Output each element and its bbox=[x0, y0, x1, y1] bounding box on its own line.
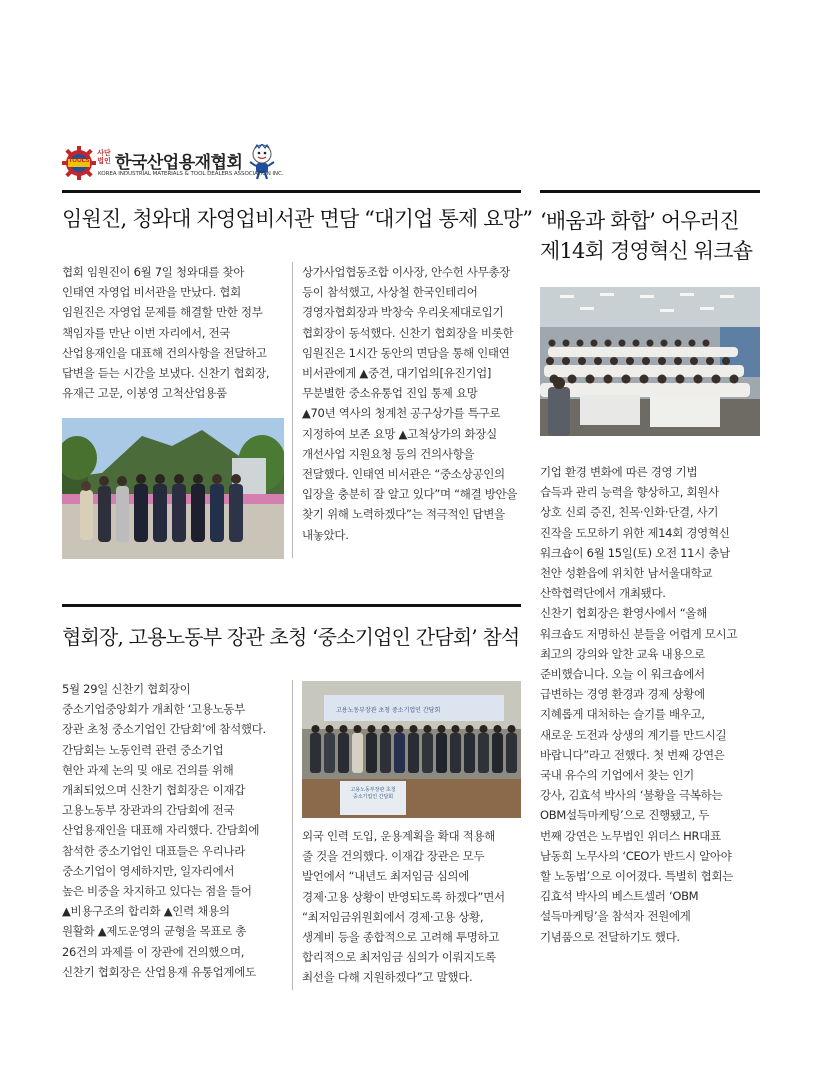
article3-top-rule bbox=[540, 190, 760, 193]
text-line: 설득마케팅’을 참석자 전원에게 bbox=[540, 909, 691, 924]
article3-headline-line2: 제14회 경영혁신 워크숍 bbox=[540, 239, 753, 263]
logo-badge-text: TOOLS bbox=[68, 158, 90, 164]
text-line: 참석한 중소기업인 대표들은 우리나라 bbox=[62, 843, 246, 858]
article1-top-rule bbox=[62, 190, 521, 193]
text-line: 진작을 도모하기 위한 제14회 경영혁신 bbox=[540, 525, 730, 540]
text-line: 책임자를 만난 이번 자리에서, 전국 bbox=[62, 325, 231, 340]
text-line: 산학협력단에서 개최됐다. bbox=[540, 586, 666, 601]
text-line: 산업용재인을 대표해 자리했다. 간담회에 bbox=[62, 823, 260, 838]
text-line: 경제·고용 상황이 반영되도록 하겠다”면서 bbox=[302, 889, 505, 904]
text-line: 준비했습니다. 오늘 이 워크숍에서 bbox=[540, 667, 705, 682]
text-line: 강사, 김효석 박사의 ‘불황을 극복하는 bbox=[540, 788, 723, 803]
text-line: 천안 성환읍에 위치한 남서울대학교 bbox=[540, 566, 713, 581]
text-line: 내놓았다. bbox=[302, 527, 349, 542]
text-line: 할 노동법’으로 이어졌다. 특별히 협회는 bbox=[540, 869, 734, 884]
text-line: 유재근 고문, 이봉영 고척산업용품 bbox=[62, 386, 227, 401]
text-line: 인태연 자영업 비서관을 만났다. 협회 bbox=[62, 285, 241, 300]
text-line: “최저임금위원회에서 경제·고용 상황, bbox=[302, 909, 484, 924]
text-line: 습득과 관리 능력을 향상하고, 회원사 bbox=[540, 485, 719, 500]
text-line: 합리적으로 최저임금 심의가 이뤄지도록 bbox=[302, 950, 496, 965]
text-line: 지정하여 보존 요망 ▲고척상가의 화장실 bbox=[302, 426, 497, 441]
text-line: 기념품으로 전달하기도 했다. bbox=[540, 929, 680, 944]
text-line: OBM설득마케팅’으로 진행됐고, 두 bbox=[540, 808, 710, 823]
association-name: 한국산업용재협회 bbox=[115, 153, 243, 173]
article2-headline: 협회장, 고용노동부 장관 초청 ‘중소기업인 간담회’ 참석 bbox=[62, 625, 520, 649]
text-line: ▲70년 역사의 청계천 공구상가를 특구로 bbox=[302, 406, 501, 421]
text-line: 생계비 등을 종합적으로 고려해 투명하고 bbox=[302, 930, 500, 945]
text-line: 줄 것을 건의했다. 이재갑 장관은 모두 bbox=[302, 849, 485, 864]
text-line: 김효석 박사의 베스트셀러 ‘OBM bbox=[540, 889, 699, 904]
text-line: 찾기 위해 노력하겠다”는 적극적인 답변을 bbox=[302, 507, 505, 522]
text-line: 협회 임원진이 6월 7일 청와대를 찾아 bbox=[62, 265, 245, 279]
text-line: 임원진은 1시간 동안의 면담을 통해 인태연 bbox=[302, 345, 510, 360]
workshop-audience-photo bbox=[540, 287, 760, 436]
text-line: 신찬기 협회장은 환영사에서 “올해 bbox=[540, 606, 708, 621]
text-line: 발언에서 “내년도 최저임금 심의에 bbox=[302, 869, 470, 884]
meeting-banner-text: 고용노동부장관 초청 중소기업인 간담회 bbox=[336, 707, 441, 714]
text-line: 남동희 노무사의 ‘CEO가 반드시 알아야 bbox=[540, 848, 732, 863]
text-line: 임원진은 자영업 문제를 해결할 만한 정부 bbox=[62, 305, 263, 320]
text-line: 최고의 강의와 알찬 교육 내용으로 bbox=[540, 646, 705, 661]
blue-house-group-photo bbox=[62, 418, 284, 559]
article1-column2 bbox=[302, 262, 524, 545]
text-line: 장관 초청 중소기업인 간담회’에 참석했다. bbox=[62, 722, 266, 737]
association-english-name: KOREA INDUSTRIAL MATERIALS & TOOL DEALERS ASSOCIATION INC. bbox=[98, 171, 284, 177]
text-line: 워크숍이 6월 15일(토) 오전 11시 충남 bbox=[540, 545, 730, 560]
text-line: 전달했다. 인태연 비서관은 “중소상공인의 bbox=[302, 467, 505, 482]
text-line: 5월 29일 신찬기 협회장이 bbox=[62, 682, 191, 696]
text-line: 급변하는 경영 환경과 경제 상황에 bbox=[540, 687, 705, 702]
text-line: 높은 비중을 차지하고 있다는 점을 들어 bbox=[62, 884, 252, 899]
article2-column-divider bbox=[292, 680, 293, 990]
text-line: 개선사업 지원요청 등의 건의사항을 bbox=[302, 446, 475, 461]
text-line: 국내 유수의 기업에서 찾는 인기 bbox=[540, 768, 694, 783]
text-line: 간담회는 노동인력 관련 중소기업 bbox=[62, 742, 224, 757]
text-line: 바랍니다”라고 전했다. 첫 번째 강연은 bbox=[540, 747, 725, 762]
text-line: 26건의 과제를 이 장관에 건의했으며, bbox=[62, 944, 245, 959]
article1-column-divider bbox=[292, 262, 293, 558]
article3-headline-line1: ‘배움과 화합’ 어우러진 bbox=[540, 209, 739, 233]
text-line: 중소기업이 영세하지만, 일자리에서 bbox=[62, 863, 235, 878]
text-line: 새로운 도전과 상생의 계기를 만드시길 bbox=[540, 727, 727, 742]
text-line: 산업용재인을 대표해 건의사항을 전달하고 bbox=[62, 345, 267, 360]
text-line: 현안 과제 논의 및 애로 건의를 위해 bbox=[62, 762, 234, 777]
article1-column1 bbox=[62, 262, 284, 403]
logo-small-label: 사단 법인 bbox=[97, 149, 111, 165]
text-line: 번째 강연은 노무법인 위더스 HR대표 bbox=[540, 828, 721, 843]
text-line: 개최되었으며 신찬기 협회장은 이재갑 bbox=[62, 783, 246, 798]
text-line: 원활화 ▲제도운영의 균형을 목표로 총 bbox=[62, 924, 247, 939]
article2-column2 bbox=[302, 826, 524, 988]
text-line: 신찬기 협회장은 산업용재 유통업계에도 bbox=[62, 964, 256, 979]
text-line: 협회장이 동석했다. 신찬기 협회장을 비롯한 bbox=[302, 325, 514, 340]
text-line: 입장을 충분히 잘 알고 있다”며 “해결 방안을 bbox=[302, 487, 518, 502]
text-line: 무분별한 중소유통업 진입 통제 요망 bbox=[302, 386, 478, 401]
text-line: 상호 신뢰 증진, 친목·인화·단결, 사기 bbox=[540, 505, 719, 520]
text-line: 지혜롭게 대처하는 슬기를 배우고, bbox=[540, 707, 705, 722]
podium-sign-text: 고용노동부장관 초청 중소기업인 간담회 bbox=[350, 787, 396, 800]
text-line: 고용노동부 장관과의 간담회에 전국 bbox=[62, 803, 235, 818]
text-line: 워크숍도 저명하신 분들을 어렵게 모시고 bbox=[540, 626, 738, 641]
text-line: 외국 인력 도입, 운용계획을 확대 적용해 bbox=[302, 829, 496, 843]
article1-headline: 임원진, 청와대 자영업비서관 면담 “대기업 통제 요망” bbox=[62, 207, 533, 231]
text-line: 상가사업협동조합 이사장, 안수헌 사무총장 bbox=[302, 265, 510, 279]
text-line: 중소기업중앙회가 개최한 ‘고용노동부 bbox=[62, 702, 246, 717]
text-line: 최선을 다해 지원하겠다”고 말했다. bbox=[302, 970, 473, 985]
text-line: 비서관에게 ▲중견, 대기업의[유진기업] bbox=[302, 366, 492, 381]
text-line: ▲비용구조의 합리화 ▲인력 채용의 bbox=[62, 904, 230, 919]
text-line: 경영자협회장과 박창숙 우리옷제대로입기 bbox=[302, 305, 504, 320]
text-line: 등이 참석했고, 사상철 한국인테리어 bbox=[302, 285, 478, 300]
article2-top-rule bbox=[62, 604, 521, 607]
article2-column1 bbox=[62, 679, 284, 982]
text-line: 기업 환경 변화에 따른 경영 기법 bbox=[540, 465, 698, 479]
text-line: 답변을 듣는 시간을 보냈다. 신찬기 협회장, bbox=[62, 366, 270, 381]
article3-body bbox=[540, 462, 762, 947]
labor-ministry-meeting-photo bbox=[302, 681, 521, 818]
